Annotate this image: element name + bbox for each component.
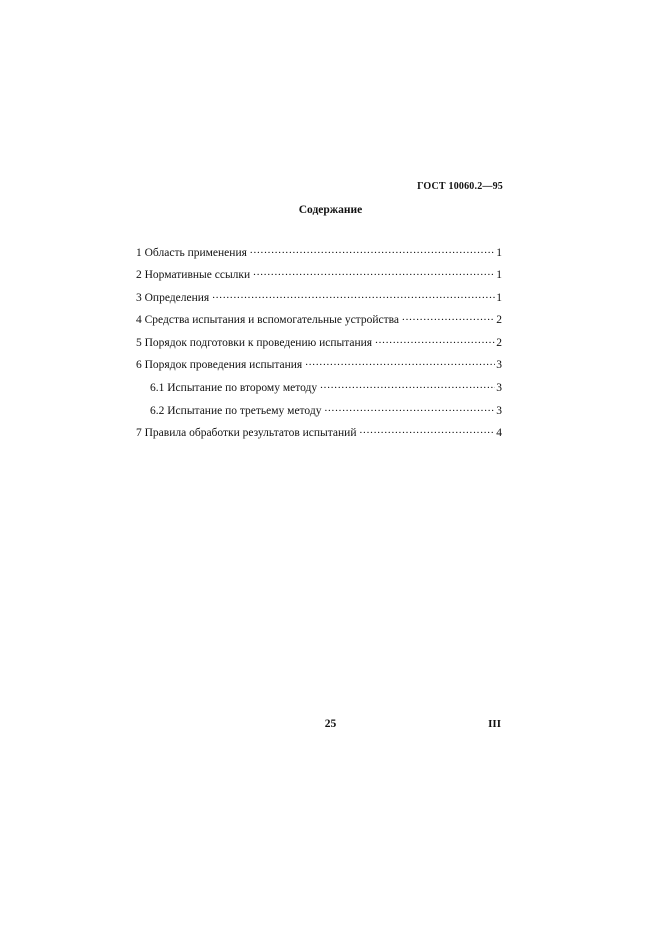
toc-entry-6-2	[136, 402, 502, 425]
toc-leader-dots	[402, 312, 495, 324]
page-number: 25	[324, 718, 337, 730]
toc-entry-label: 2 Нормативные ссылки	[136, 269, 251, 282]
toc-entry-page: 3	[496, 382, 502, 395]
toc-entry-2	[136, 267, 502, 290]
toc-entry-page: 4	[496, 427, 502, 440]
toc-entry-page: 1	[496, 269, 502, 282]
toc-entry-page: 1	[496, 291, 502, 304]
toc-title: Содержание	[298, 204, 363, 216]
toc-entry-4	[136, 312, 502, 335]
toc-entry-page: 2	[496, 314, 502, 327]
roman-page-number: III	[488, 718, 501, 730]
toc-entry-page: 3	[496, 359, 502, 372]
toc-entry-page: 1	[496, 246, 502, 259]
toc-entry-label: 6.2 Испытание по третьему методу	[150, 404, 322, 417]
toc-entry-7	[136, 425, 502, 448]
toc-leader-dots	[324, 402, 495, 414]
toc-leader-dots	[375, 334, 495, 346]
toc-entry-page: 3	[496, 404, 502, 417]
toc-entry-6	[136, 357, 502, 380]
toc-entry-label: 4 Средства испытания и вспомогательные устройства	[136, 314, 400, 327]
table-of-contents	[136, 244, 502, 447]
toc-leader-dots	[360, 425, 496, 437]
toc-entry-3	[136, 289, 502, 312]
toc-entry-6-1	[136, 380, 502, 403]
toc-entry-label: 7 Правила обработки результатов испытаний	[136, 427, 357, 440]
document-code: ГОСТ 10060.2—95	[417, 181, 503, 192]
toc-leader-dots	[305, 357, 495, 369]
toc-leader-dots	[212, 289, 495, 301]
toc-leader-dots	[250, 244, 495, 256]
toc-leader-dots	[320, 380, 495, 392]
toc-entry-1	[136, 244, 502, 267]
toc-entry-label: 5 Порядок подготовки к проведению испытания	[136, 336, 373, 349]
toc-entry-label: 6.1 Испытание по второму методу	[150, 382, 318, 395]
toc-leader-dots	[253, 267, 495, 279]
toc-entry-label: 3 Определения	[136, 291, 210, 304]
toc-entry-5	[136, 334, 502, 357]
toc-entry-page: 2	[496, 336, 502, 349]
toc-entry-label: 6 Порядок проведения испытания	[136, 359, 303, 372]
toc-entry-label: 1 Область применения	[136, 246, 247, 259]
